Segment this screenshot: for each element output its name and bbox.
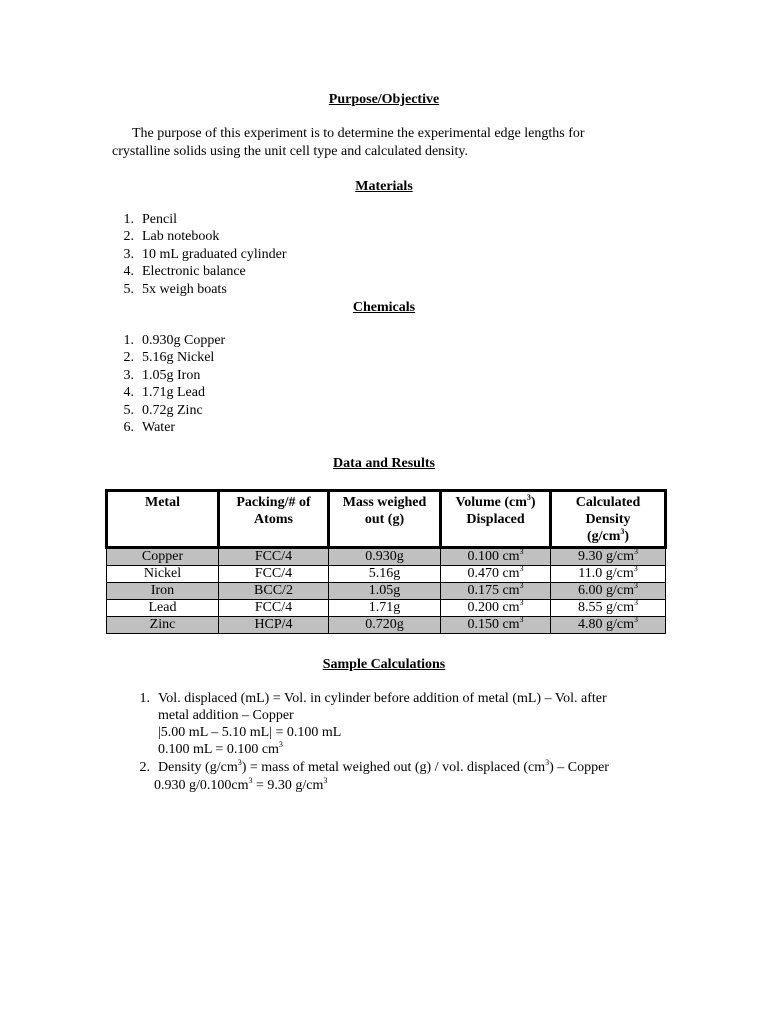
cell-density: 9.30 $g/cm^3$ (551, 548, 666, 566)
list-item-text: 0.72g Zinc (142, 402, 203, 418)
cell-mass: 1.05g (329, 583, 441, 600)
results-table (105, 489, 667, 634)
list-item-number: 1. (123, 333, 134, 348)
list-item (112, 211, 177, 228)
list-item (112, 281, 227, 298)
header-metal: Metal (107, 491, 219, 548)
list-item-text: 1.71g Lead (142, 385, 205, 401)
list-item-text: 5.16g Nickel (142, 350, 215, 366)
list-item-number: 6. (123, 420, 134, 435)
header-mass: Mass weighed out (g) (329, 491, 441, 548)
calc-1-line-3: |5.00 mL – 5.10 mL| = 0.100 mL (158, 725, 342, 740)
cell-volume: 0.470 $cm^3$ (441, 566, 551, 583)
cell-packing: FCC/4 (219, 566, 329, 583)
cell-density: 6.00 $g/cm^3$ (551, 583, 666, 600)
list-item-text: Lab notebook (142, 229, 220, 245)
cell-density: 8.55 $g/cm^3$ (551, 600, 666, 617)
cell-density: 11.0 $g/cm^3$ (551, 566, 666, 583)
list-item-number: 4. (123, 264, 134, 280)
list-item (112, 228, 219, 245)
calc-1-line-2: metal addition – Copper (158, 708, 294, 723)
list-item-number: 5. (123, 281, 134, 297)
list-item-text: 10 mL graduated cylinder (142, 246, 287, 262)
list-item-number: 1. (123, 212, 134, 227)
table-row (107, 566, 666, 583)
list-item (112, 349, 214, 366)
list-item-number: 4. (123, 385, 134, 401)
list-item-number: 3. (123, 246, 134, 262)
list-item-number: 2. (123, 350, 134, 366)
cell-mass: 0.720g (329, 617, 441, 634)
cell-metal: Zinc (107, 617, 219, 634)
table-header-row (107, 491, 666, 548)
list-item-number: 2. (123, 229, 134, 245)
cell-packing: HCP/4 (219, 617, 329, 634)
calc-1-line-1: 1. Vol. displaced (mL) = Vol. in cylinder before addition of metal (mL) – Vol. after (139, 691, 607, 706)
table-row (107, 617, 666, 634)
list-item (112, 384, 205, 401)
list-item (112, 246, 286, 263)
cell-metal: Iron (107, 583, 219, 600)
cell-mass: 1.71g (329, 600, 441, 617)
calc-1-line-4: 0.100 mL = 0.100 $cm^3$ (158, 740, 283, 757)
header-volume: Volume $(cm^3)$ Displaced (441, 491, 551, 548)
cell-packing: FCC/4 (219, 600, 329, 617)
cell-metal: Copper (107, 548, 219, 566)
list-item (112, 263, 246, 280)
cell-volume: 0.175 $cm^3$ (441, 583, 551, 600)
cell-volume: 0.150 $cm^3$ (441, 617, 551, 634)
header-packing: Packing/# of Atoms (219, 491, 329, 548)
list-item (112, 332, 225, 349)
calc-2-line-1: 2. Density $(g/cm^3)$ = mass of metal weighed out (g) / vol. displaced $(cm^3)$ – Copper (139, 758, 609, 775)
list-item-number: 5. (123, 402, 134, 418)
table-row (107, 548, 666, 566)
cell-packing: FCC/4 (219, 548, 329, 566)
cell-mass: 0.930g (329, 548, 441, 566)
sample-calcs-heading: Sample Calculations (322, 657, 446, 672)
list-item-text: Water (142, 420, 176, 435)
purpose-text-line-1: The purpose of this experiment is to determine the experimental edge lengths for (132, 126, 585, 141)
chemicals-heading: Chemicals (352, 300, 416, 315)
cell-metal: Nickel (107, 566, 219, 583)
calc-2-line-2: 0.930 $g/0.100cm^3 = 9.30$ $g/cm^3$ (154, 776, 328, 793)
cell-volume: 0.200 $cm^3$ (441, 600, 551, 617)
purpose-text-line-2: crystalline solids using the unit cell type and calculated density. (112, 144, 469, 159)
list-item (112, 419, 175, 436)
list-item-text: 0.930g Copper (142, 333, 226, 348)
cell-density: 4.80 $g/cm^3$ (551, 617, 666, 634)
materials-heading: Materials (355, 179, 413, 194)
table-row (107, 600, 666, 617)
cell-packing: BCC/2 (219, 583, 329, 600)
list-item-text: Electronic balance (142, 264, 246, 280)
list-item-number: 3. (123, 367, 134, 383)
cell-mass: 5.16g (329, 566, 441, 583)
cell-volume: 0.100 $cm^3$ (441, 548, 551, 566)
header-density: Calculated Density $(g/cm^3)$ (551, 491, 666, 548)
cell-metal: Lead (107, 600, 219, 617)
list-item-text: 1.05g Iron (142, 367, 201, 383)
data-results-heading: Data and Results (333, 456, 435, 471)
list-item-text: Pencil (142, 212, 177, 227)
list-item (112, 367, 200, 384)
list-item-text: 5x weigh boats (142, 281, 227, 297)
table-row (107, 583, 666, 600)
purpose-heading: Purpose/Objective (328, 92, 440, 107)
list-item (112, 402, 203, 419)
